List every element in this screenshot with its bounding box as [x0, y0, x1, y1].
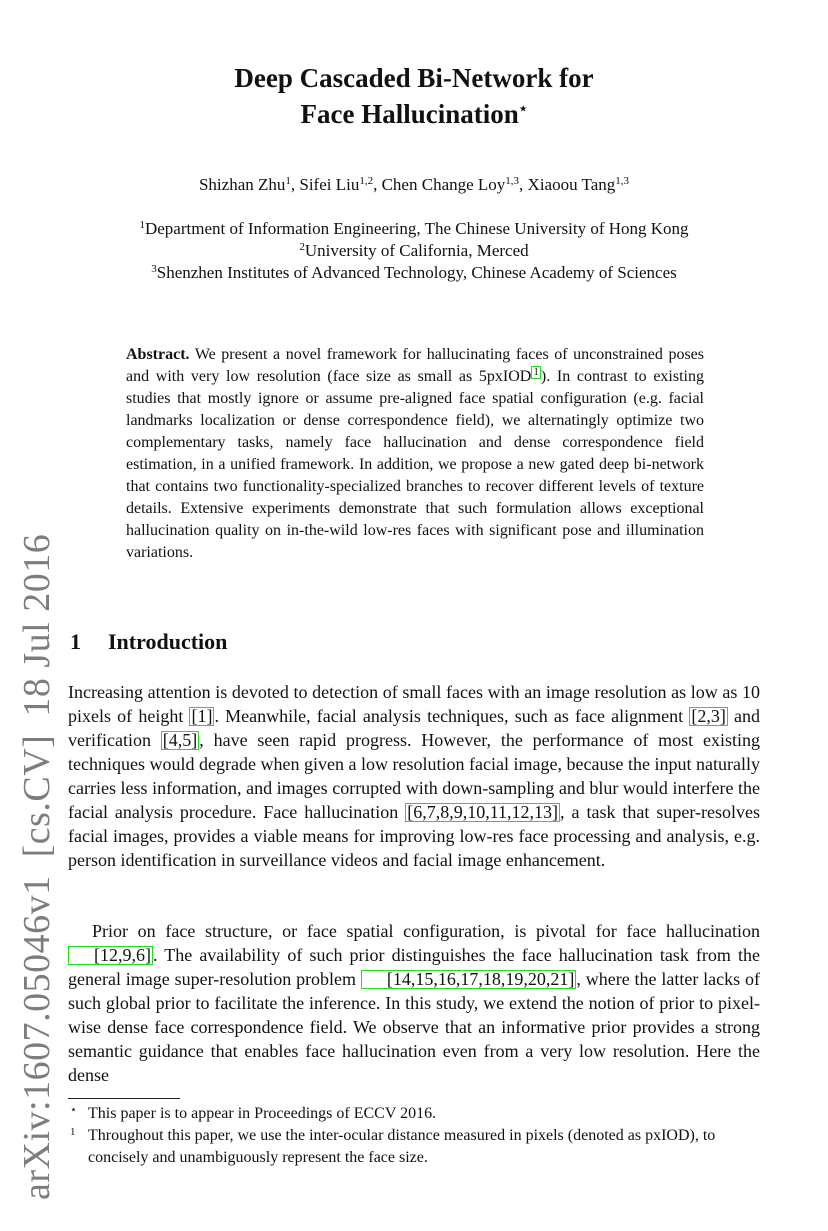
title-line-2: Face Hallucination: [300, 99, 519, 129]
author-affil-sup: 1,2: [359, 175, 374, 187]
section-number: 1: [70, 629, 81, 654]
arxiv-stamp: [18, 516, 56, 1200]
abstract-text-part-2: ). In contrast to existing studies that mostly ignore or assume pre-aligned face spatial configuration (e.g. facial landmarks localization or dense correspondence field), we alternatingly optimize two complementary tasks, namely face hallucination and dense correspondence field estimation, in a unified framework. In addition, we propose a new gated deep bi-network that contains two functionality-specialized branches to recover different levels of texture details. Extensive experiments demonstrate that such formulation allows exceptional hallucination quality on in-the-wild low-res faces with significant pose and illumination variations.: [126, 368, 704, 561]
affiliation-sup: 1: [139, 219, 145, 231]
citation-link[interactable]: [6,7,8,9,10,11,12,13]: [407, 802, 559, 822]
author-name: Xiaoou Tang: [527, 175, 616, 194]
arxiv-category: [cs.CV]: [16, 734, 58, 858]
footnote-text: Throughout this paper, we use the inter-ocular distance measured in pixels (denoted as pxIOD), to concisely and unambiguously represent the face size.: [88, 1127, 716, 1166]
affiliation-text: University of California, Merced: [304, 241, 529, 260]
footnote-link[interactable]: 1: [533, 366, 539, 378]
abstract: [126, 344, 704, 564]
title-star-mark: ⋆: [518, 102, 528, 117]
footnote-1: [68, 1125, 760, 1169]
affiliation-text: Shenzhen Institutes of Advanced Technology, Chinese Academy of Sciences: [156, 263, 677, 282]
affiliation-sup: 2: [299, 241, 305, 253]
footnote-text: This paper is to appear in Proceedings of ECCV 2016.: [88, 1105, 437, 1122]
arxiv-date: 18 Jul 2016: [16, 533, 58, 717]
paragraph-text: and verification: [68, 706, 760, 750]
citation-link[interactable]: [2,3]: [691, 706, 726, 726]
paragraph-text: , a task that super-resolves facial images, provides a viable means for improving low-res face processing and analysis, e.g. person identification in surveillance videos and facial image enhancement.: [68, 802, 760, 870]
paragraph-text: . The availability of such prior distinguishes the face hallucination task from the general image super-resolution problem: [68, 945, 760, 989]
affiliation-sup: 3: [151, 263, 157, 275]
affiliation: [0, 218, 828, 240]
section-heading: [70, 628, 227, 656]
citation-link[interactable]: [4,5]: [162, 730, 198, 750]
section-title: Introduction: [108, 629, 228, 654]
citation-link[interactable]: [1]: [191, 706, 213, 726]
author-name: Sifei Liu: [299, 175, 360, 194]
paragraph-text: Increasing attention is devoted to detection of small faces with an image resolution as low as 10 pixels of height: [68, 682, 760, 726]
author-name: Shizhan Zhu: [198, 175, 286, 194]
footnote-mark: ⋆: [70, 1104, 77, 1116]
author-name: Chen Change Loy: [381, 175, 506, 194]
author-list: Shizhan Zhu$^1$, Sifei Liu$^{1,2}$, Chen Change Loy$^{1,3}$, Xiaoou Tang$^{1,3}$: [198, 175, 630, 194]
paragraph-text: . Meanwhile, facial analysis techniques, such as face alignment: [214, 706, 690, 726]
author-affil-sup: 1,3: [615, 175, 630, 187]
paragraph-text: Prior on face structure, or face spatial configuration, is pivotal for face hallucination: [92, 921, 760, 941]
title-line-1: Deep Cascaded Bi-Network for: [234, 63, 594, 93]
author-affil-sup: 1,3: [505, 175, 520, 187]
arxiv-id: arXiv:1607.05046v1: [16, 875, 58, 1200]
abstract-label: Abstract.: [126, 346, 190, 363]
citation-link[interactable]: [12,9,6]: [68, 946, 153, 965]
author-affil-sup: 1: [285, 175, 291, 187]
citation-link[interactable]: [14,15,16,17,18,19,20,21]: [361, 970, 577, 989]
affiliation-list: [0, 218, 828, 284]
footnote-star: [68, 1103, 760, 1125]
abstract-text-part-1: We present a novel framework for hallucinating faces of unconstrained poses and with very low resolution (face size as small as 5pxIOD: [126, 346, 704, 385]
paragraph-text: , have seen rapid progress. However, the performance of most existing techniques would degrade when given a low resolution facial image, because the input naturally carries less information, and images corrupted with down-sampling and blur would interfere the facial analysis procedure. Face hallucination: [68, 730, 760, 822]
footnote-mark: 1: [70, 1126, 76, 1138]
intro-paragraph-2: [68, 919, 760, 1087]
affiliation: [0, 240, 828, 262]
footnotes: [68, 1103, 760, 1169]
footnote-rule: [68, 1098, 180, 1099]
affiliation-text: Department of Information Engineering, The Chinese University of Hong Kong: [144, 219, 689, 238]
paper-title: [0, 60, 828, 132]
paragraph-text: , where the latter lacks of such global prior to facilitate the inference. In this study, we extend the notion of prior to pixel-wise dense face correspondence field. We observe that an informative prior provides a strong semantic guidance that enables face hallucination even from a very low resolution. Here the dense: [68, 969, 760, 1085]
affiliation: [0, 262, 828, 284]
intro-paragraph-1: [68, 680, 760, 872]
